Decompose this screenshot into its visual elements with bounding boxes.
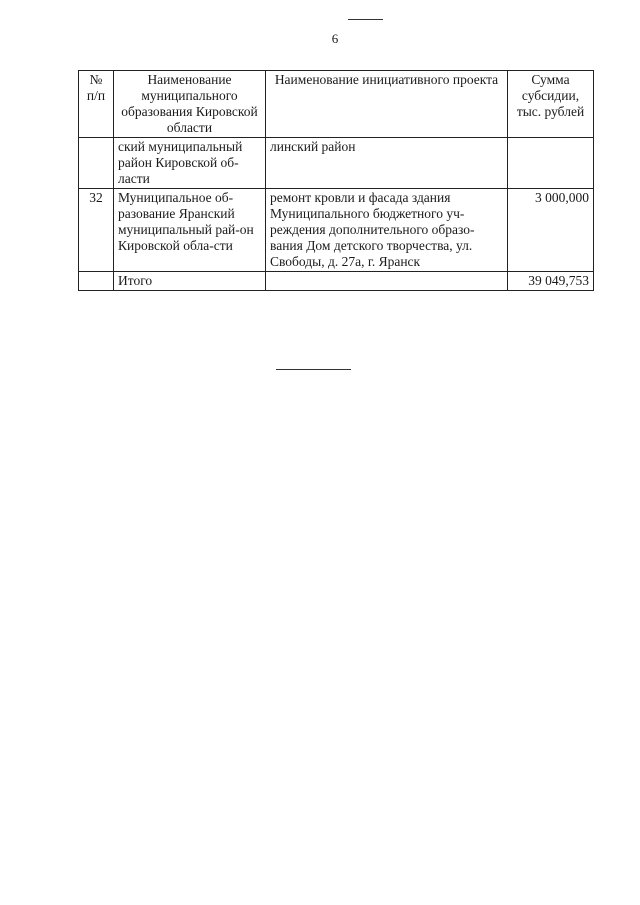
table-total-row	[79, 272, 594, 291]
row-project: ремонт кровли и фасада здания Муниципального бюджетного уч-реждения дополнительного образо-вания Дом детского творчества, ул. Свободы, д. 27а, г. Яранск	[266, 189, 508, 272]
total-sum: 39 049,753	[508, 272, 594, 291]
header-municipality: Наименование муниципального образования Кировской области	[114, 71, 266, 138]
table-row	[79, 189, 594, 272]
row-municipality: ский муниципальный район Кировской об-ласти	[114, 138, 266, 189]
table-row	[79, 138, 594, 189]
total-num-cell	[79, 272, 114, 291]
total-label: Итого	[114, 272, 266, 291]
top-divider-line	[348, 19, 383, 20]
table-header-row	[79, 71, 594, 138]
row-sum: 3 000,000	[508, 189, 594, 272]
end-divider-line	[276, 369, 351, 370]
page-number: 6	[331, 31, 339, 46]
row-municipality: Муниципальное об-разование Яранский муниципальный рай-он Кировской обла-сти	[114, 189, 266, 272]
row-num	[79, 138, 114, 189]
header-sum: Сумма субсидии, тыс. рублей	[508, 71, 594, 138]
subsidy-table	[78, 70, 594, 291]
header-num: № п/п	[79, 71, 114, 138]
total-empty-cell	[266, 272, 508, 291]
row-num: 32	[79, 189, 114, 272]
row-project: линский район	[266, 138, 508, 189]
row-sum	[508, 138, 594, 189]
header-project: Наименование инициативного проекта	[266, 71, 508, 138]
